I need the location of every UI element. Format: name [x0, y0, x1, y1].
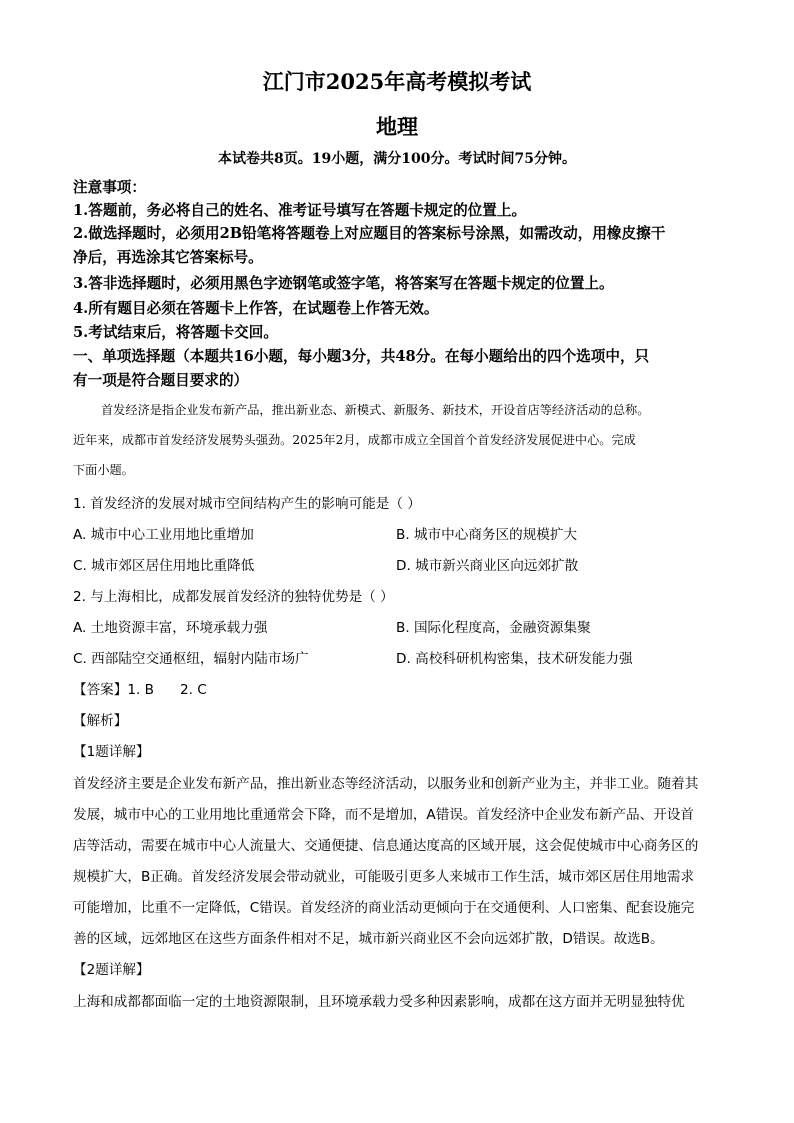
analysis-line: 首发经济主要是企业发布新产品，推出新业态等经济活动，以服务业和创新产业为主，并非工业。随着其 [73, 776, 699, 792]
analysis-line: 可能增加，比重不一定降低，C错误。首发经济的商业活动更倾向于在交通便利、人口密集、配套设施完 [73, 900, 695, 916]
passage-line: 近年来，成都市首发经济发展势头强劲。2025年2月，成都市成立全国首个首发经济发展促进中心。完成 [73, 433, 636, 447]
option-a: A. 城市中心工业用地比重增加 [73, 527, 254, 543]
analysis-line: 善的区域，远郊地区在这些方面条件相对不足，城市新兴商业区不会向远郊扩散，D错误。故选B。 [73, 931, 664, 947]
analysis-line: 发展，城市中心的工业用地比重通常会下降，而不是增加，A错误。首发经济中企业发布新产品、开设首 [73, 807, 695, 823]
option-b: B. 城市中心商务区的规模扩大 [396, 527, 578, 543]
analysis-tag: 【解析】 [73, 713, 128, 729]
option-c: C. 城市郊区居住用地比重降低 [73, 558, 255, 574]
section-heading: 有一项是符合题目要求的） [73, 372, 249, 389]
option-d: D. 高校科研机构密集，技术研发能力强 [396, 651, 633, 667]
question-stem: 2. 与上海相比，成都发展首发经济的独特优势是（ ） [73, 589, 394, 605]
q1-analysis-heading: 【1题详解】 [73, 744, 150, 760]
answer-1: 1. B [127, 682, 154, 698]
option-b: B. 国际化程度高，金融资源集聚 [396, 620, 591, 636]
notice-item: 5.考试结束后，将答题卡交回。 [73, 324, 278, 341]
notice-item: 净后，再选涂其它答案标号。 [73, 249, 263, 266]
analysis-line: 规模扩大，B正确。首发经济发展会带动就业，可能吸引更多人来城市工作生活，城市郊区居住用地需求 [73, 869, 695, 885]
question-stem: 1. 首发经济的发展对城市空间结构产生的影响可能是（ ） [73, 496, 421, 512]
notice-item: 3.答非选择题时，必须用黑色字迹钢笔或签字笔，将答案写在答题卡规定的位置上。 [73, 275, 614, 292]
passage-line: 首发经济是指企业发布新产品，推出新业态、新模式、新服务、新技术，开设首店等经济活动的总称。 [101, 403, 650, 417]
option-d: D. 城市新兴商业区向远郊扩散 [396, 558, 579, 574]
analysis-line: 上海和成都都面临一定的土地资源限制，且环境承载力受多种因素影响，成都在这方面并无明显独特优 [73, 994, 685, 1010]
answer-2: 2. C [180, 682, 207, 698]
passage-line: 下面小题。 [73, 463, 134, 477]
exam-info: 本试卷共8页。19小题，满分100分。考试时间75分钟。 [218, 151, 576, 167]
subject-title: 地理 [376, 114, 418, 139]
option-a: A. 土地资源丰富，环境承载力强 [73, 620, 268, 636]
exam-title: 江门市2025年高考模拟考试 [262, 69, 532, 94]
notice-item: 2.做选择题时，必须用2B铅笔将答题卷上对应题目的答案标号涂黑，如需改动，用橡皮擦干 [73, 225, 666, 242]
option-c: C. 西部陆空交通枢纽，辐射内陆市场广 [73, 651, 309, 667]
section-heading: 一、单项选择题（本题共16小题，每小题3分，共48分。在每小题给出的四个选项中，只 [73, 348, 650, 365]
answer-tag: 【答案】 [73, 682, 128, 698]
q2-analysis-heading: 【2题详解】 [73, 962, 150, 978]
analysis-line: 店等活动，需要在城市中心人流量大、交通便捷、信息通达度高的区域开展，这会促使城市中心商务区的 [73, 838, 699, 854]
answer-line [73, 678, 207, 698]
notice-item: 1.答题前，务必将自己的姓名、准考证号填写在答题卡规定的位置上。 [73, 202, 527, 219]
notice-heading: 注意事项： [73, 179, 146, 196]
notice-item: 4.所有题目必须在答题卡上作答，在试题卷上作答无效。 [73, 300, 439, 317]
